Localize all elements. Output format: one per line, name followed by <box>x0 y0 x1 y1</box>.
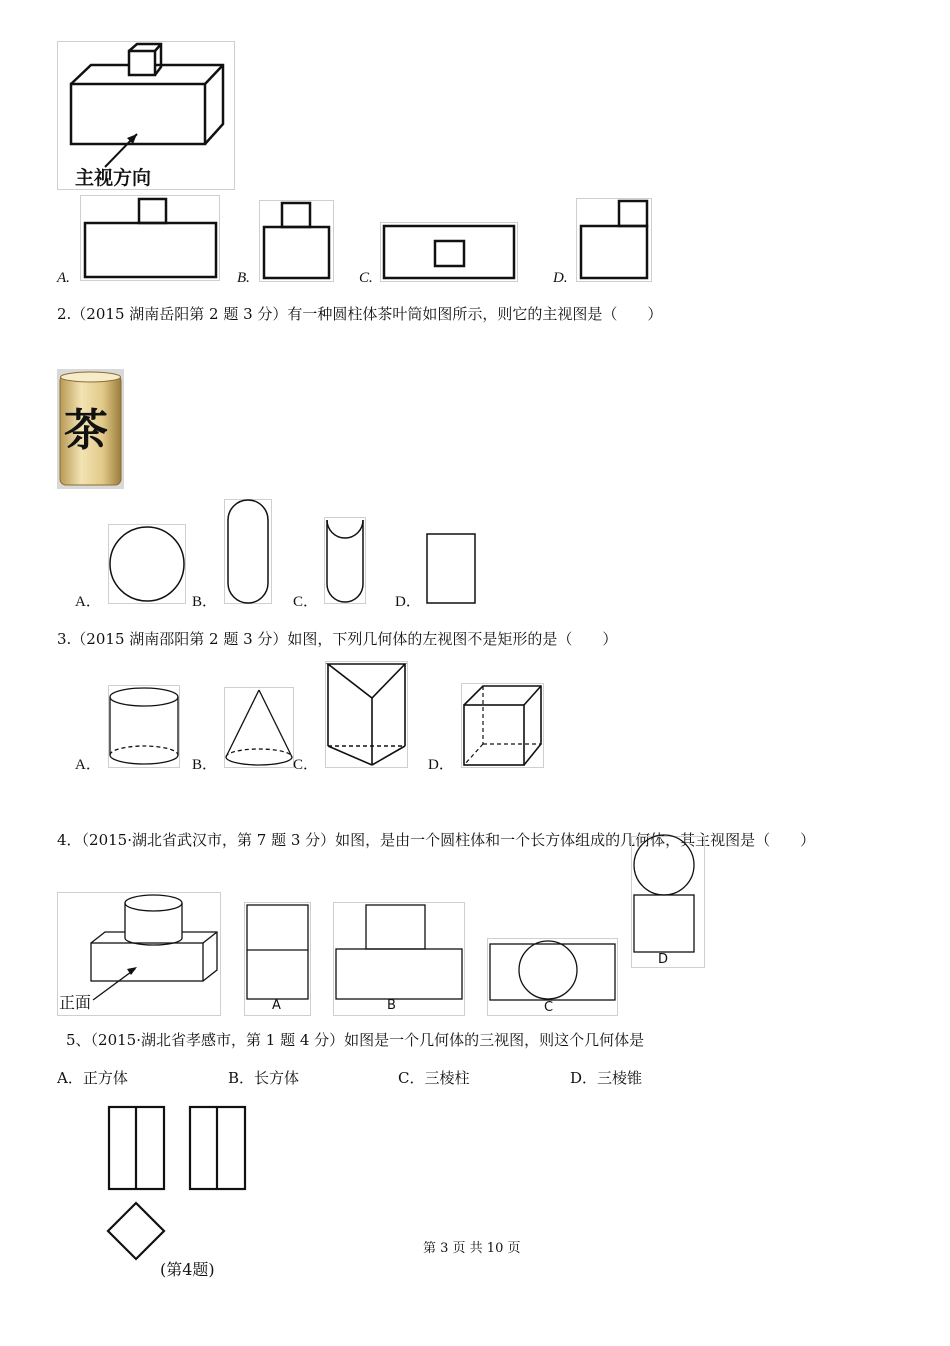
q3-option-a-figure <box>108 685 180 768</box>
q4-figure <box>57 892 221 1016</box>
q1-option-b-label[interactable]: B. <box>237 270 250 286</box>
q2-tea-can-picture <box>57 369 124 489</box>
q3-option-c-figure <box>325 661 408 768</box>
q3-option-d-figure <box>461 683 544 768</box>
q2-option-a-figure <box>108 524 186 604</box>
q1-option-c-label[interactable]: C. <box>359 270 373 286</box>
q1-figure-caption: 主视方向 <box>75 167 152 189</box>
q2-option-c-label[interactable]: C． <box>293 594 319 610</box>
q2-option-a-label[interactable]: A． <box>75 594 101 610</box>
q4-option-a-figure[interactable] <box>244 902 311 1016</box>
q4-option-d-figure[interactable] <box>631 836 705 968</box>
q5-choice-a[interactable]: A．正方体 <box>57 1069 128 1087</box>
q4-option-a-label: A <box>272 998 281 1013</box>
page-footer: 第 3 页 共 10 页 <box>423 1241 521 1256</box>
q1-option-b-figure <box>259 200 334 282</box>
q4-option-c-label: C <box>544 1000 554 1015</box>
q4-option-c-figure[interactable] <box>487 938 618 1016</box>
q2-option-b-label[interactable]: B． <box>192 594 218 610</box>
q3-option-a-label[interactable]: A． <box>75 757 101 773</box>
q5-choice-b[interactable]: B．长方体 <box>228 1069 300 1087</box>
q2-option-d-label[interactable]: D． <box>395 594 421 610</box>
q3-option-b-label[interactable]: B． <box>192 757 218 773</box>
q5-choice-d[interactable]: D．三棱锥 <box>570 1069 643 1087</box>
q3-stem: 3.（2015 湖南邵阳第 2 题 3 分）如图，下列几何体的左视图不是矩形的是（ ） <box>57 630 618 648</box>
q1-option-d-figure <box>576 198 652 282</box>
q4-option-b-label: B <box>387 998 396 1013</box>
q2-tea-can-character: 茶 <box>64 405 108 456</box>
q4-option-d-label: D <box>658 952 669 967</box>
q4-stem: 4．（2015·湖北省武汉市，第 7 题 3 分）如图，是由一个圆柱体和一个长方体组成的几何体，其主视图是（ ） <box>57 831 816 849</box>
q3-option-c-label[interactable]: C． <box>293 757 319 773</box>
q4-option-b-figure[interactable] <box>333 902 465 1016</box>
q4-figure-caption: 正面 <box>59 993 92 1012</box>
q1-option-d-label[interactable]: D. <box>553 270 568 286</box>
q5-figure-caption: (第4题) <box>160 1260 215 1279</box>
q3-option-d-label[interactable]: D． <box>428 757 454 773</box>
q2-option-b-figure <box>224 499 272 604</box>
q2-option-d-figure <box>426 533 476 604</box>
q1-option-a-label[interactable]: A. <box>57 270 70 286</box>
q2-stem: 2.（2015 湖南岳阳第 2 题 3 分）有一种圆柱体茶叶筒如图所示，则它的主视图是（ ） <box>57 305 663 323</box>
q1-option-c-figure <box>380 222 518 282</box>
q2-option-c-figure <box>324 517 366 604</box>
q1-figure <box>57 41 235 190</box>
q5-choice-c[interactable]: C．三棱柱 <box>398 1069 470 1087</box>
q5-stem: 5、（2015·湖北省孝感市，第 1 题 4 分）如图是一个几何体的三视图，则这个几何体是 <box>66 1031 645 1049</box>
q1-option-a-figure <box>80 195 220 281</box>
q3-option-b-figure <box>224 687 294 768</box>
q5-three-view-figure <box>100 1100 260 1270</box>
